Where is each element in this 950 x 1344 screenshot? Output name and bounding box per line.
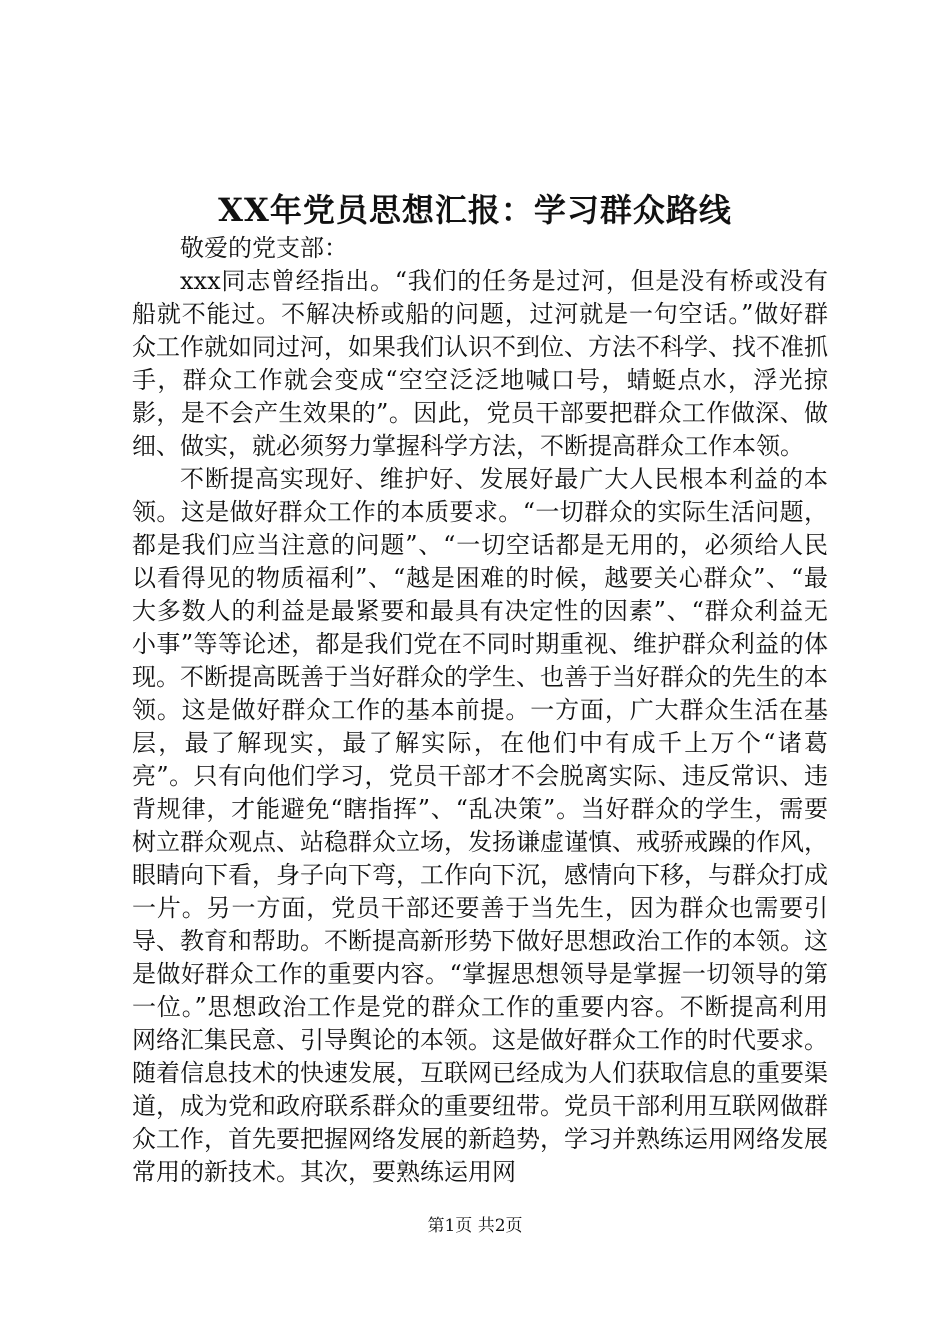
salutation: 敬爱的党支部： — [180, 234, 348, 262]
document-body — [132, 232, 828, 1189]
paragraph: 不断提高实现好、维护好、发展好最广大人民根本利益的本领。这是做好群众工作的本质要求。“一切群众的实际生活问题，都是我们应当注意的问题”、“一切空话都是无用的，必须给人民以看得见的物质福利”、“越是困难的时候，越要关心群众”、“最大多数人的利益是最紧要和最具有决定性的因素”、“群众利益无小事”等等论述，都是我们党在不同时期重视、维护群众利益的体现。不断提高既善于当好群众的学生、也善于当好群众的先生的本领。这是做好群众工作的基本前提。一方面，广大群众生活在基层，最了解现实，最了解实际，在他们中有成千上万个“诸葛亮”。只有向他们学习，党员干部才不会脱离实际、违反常识、违背规律，才能避免“瞎指挥”、“乱决策”。当好群众的学生，需要树立群众观点、站稳群众立场，发扬谦虚谨慎、戒骄戒躁的作风，眼睛向下看，身子向下弯，工作向下沉，感情向下移，与群众打成一片。另一方面，党员干部还要善于当先生，因为群众也需要引导、教育和帮助。不断提高新形势下做好思想政治工作的本领。这是做好群众工作的重要内容。“掌握思想领导是掌握一切领导的第一位。”思想政治工作是党的群众工作的重要内容。不断提高利用网络汇集民意、引导舆论的本领。这是做好群众工作的时代要求。随着信息技术的快速发展，互联网已经成为人们获取信息的重要渠道，成为党和政府联系群众的重要纽带。党员干部利用互联网做群众工作，首先要把握网络发展的新趋势，学习并熟练运用网络发展常用的新技术。其次，要熟练运用网 — [132, 465, 828, 1186]
page-indicator: 第1页 共2页 — [427, 1216, 523, 1236]
paragraph: xxx同志曾经指出。“我们的任务是过河，但是没有桥或没有船就不能过。不解决桥或船的问题，过河就是一句空话。”做好群众工作就如同过河，如果我们认识不到位、方法不科学、找不准抓手，群众工作就会变成“空空泛泛地喊口号，蜻蜓点水，浮光掠影，是不会产生效果的”。因此，党员干部要把群众工作做深、做细、做实，就必须努力掌握科学方法，不断提高群众工作本领。 — [132, 267, 828, 460]
document-title: XX年党员思想汇报：学习群众路线 — [218, 191, 732, 229]
